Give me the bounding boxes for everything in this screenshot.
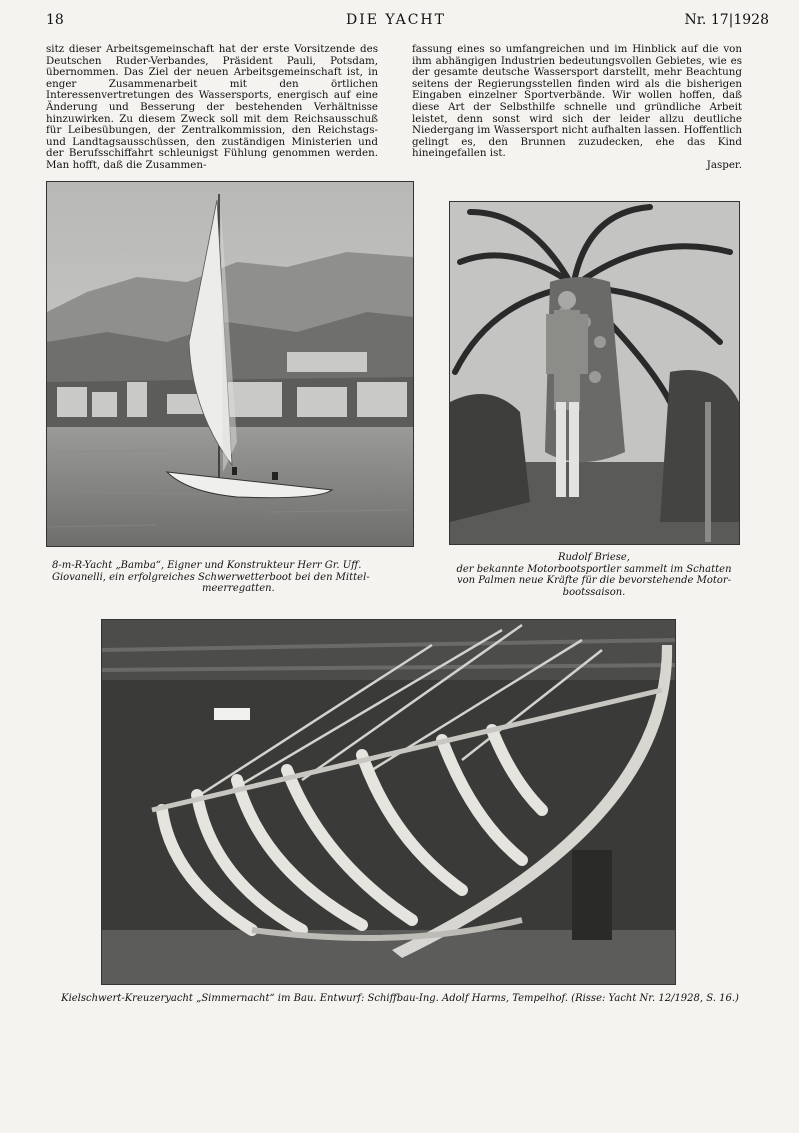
yacht-photo — [46, 181, 414, 547]
article-right-column — [412, 44, 742, 172]
yacht-caption-line: Giovanelli, ein erfolgreiches Schwerwetterboot bei den Mittel- — [52, 571, 370, 583]
yacht-caption — [52, 560, 404, 595]
yacht-caption-line: meerregatten. — [202, 583, 275, 594]
briese-caption — [440, 552, 748, 598]
hull-caption: Kielschwert-Kreuzeryacht „Simmernacht“ im Bau. Entwurf: Schiffbau-Ing. Adolf Harms, Tempelhof. (Risse: Yacht Nr. 12/1928, S. 16.) — [61, 993, 739, 1004]
briese-caption-line: der bekannte Motorbootsportler sammelt im Schatten — [456, 563, 732, 575]
article-left-column — [46, 44, 378, 172]
briese-caption-line: Rudolf Briese, — [558, 552, 630, 563]
hull-construction-photo — [101, 619, 676, 985]
magazine-title: DIE YACHT — [346, 12, 446, 28]
author-signature: Jasper. — [706, 158, 742, 171]
article-text-right: fassung eines so umfangreichen und im Hinblick auf die von ihm abhängigen Industrien bedeutungsvollen Gebietes, wie es der gesamte deutsche Wassersport darstellt, mehr Beachtung seitens der Regierungsstellen finden wird als die bisherigen Eingaben einzelner Sportverbände. Wir wollen hoffen, daß diese Art der Selbsthilfe schnelle und gründliche Arbeit leistet, denn sonst wird sich der leider allzu deutliche Niedergang im Wassersport nicht aufhalten lassen. Hoffentlich gelingt es, den Brunnen zuzudecken, ehe das Kind hineingefallen ist. — [412, 43, 742, 160]
issue-number: Nr. 17|1928 — [684, 12, 769, 28]
briese-caption-line: von Palmen neue Kräfte für die bevorstehende Motor- — [456, 575, 732, 586]
article-text-left: sitz dieser Arbeitsgemeinschaft hat der erste Vorsitzende des Deutschen Ruder-Verbandes, Präsident Pauli, Potsdam, übernommen. Das Ziel der neuen Arbeitsgemeinschaft ist, in enger Zusammenarbeit mit den örtlichen Interessenvertretungen des Wassersports, energisch auf eine Änderung und Besserung der bestehenden Verhältnisse hinzuwirken. Zu diesem Zweck soll mit dem Reichsausschuß für Leibesübungen, der Zentralkommission, den Reichstags- und Landtagsausschüssen, den zuständigen Ministerien und der Berufsschiffahrt schleunigst Fühlung genommen werden. Man hofft, daß die Zusammen- — [46, 43, 378, 171]
briese-photo — [449, 201, 740, 545]
yacht-caption-line: 8-m-R-Yacht „Bamba“, Eigner und Konstrukteur Herr Gr. Uff. — [52, 560, 362, 571]
page-number: 18 — [46, 12, 64, 28]
briese-caption-line: bootssaison. — [562, 586, 626, 598]
